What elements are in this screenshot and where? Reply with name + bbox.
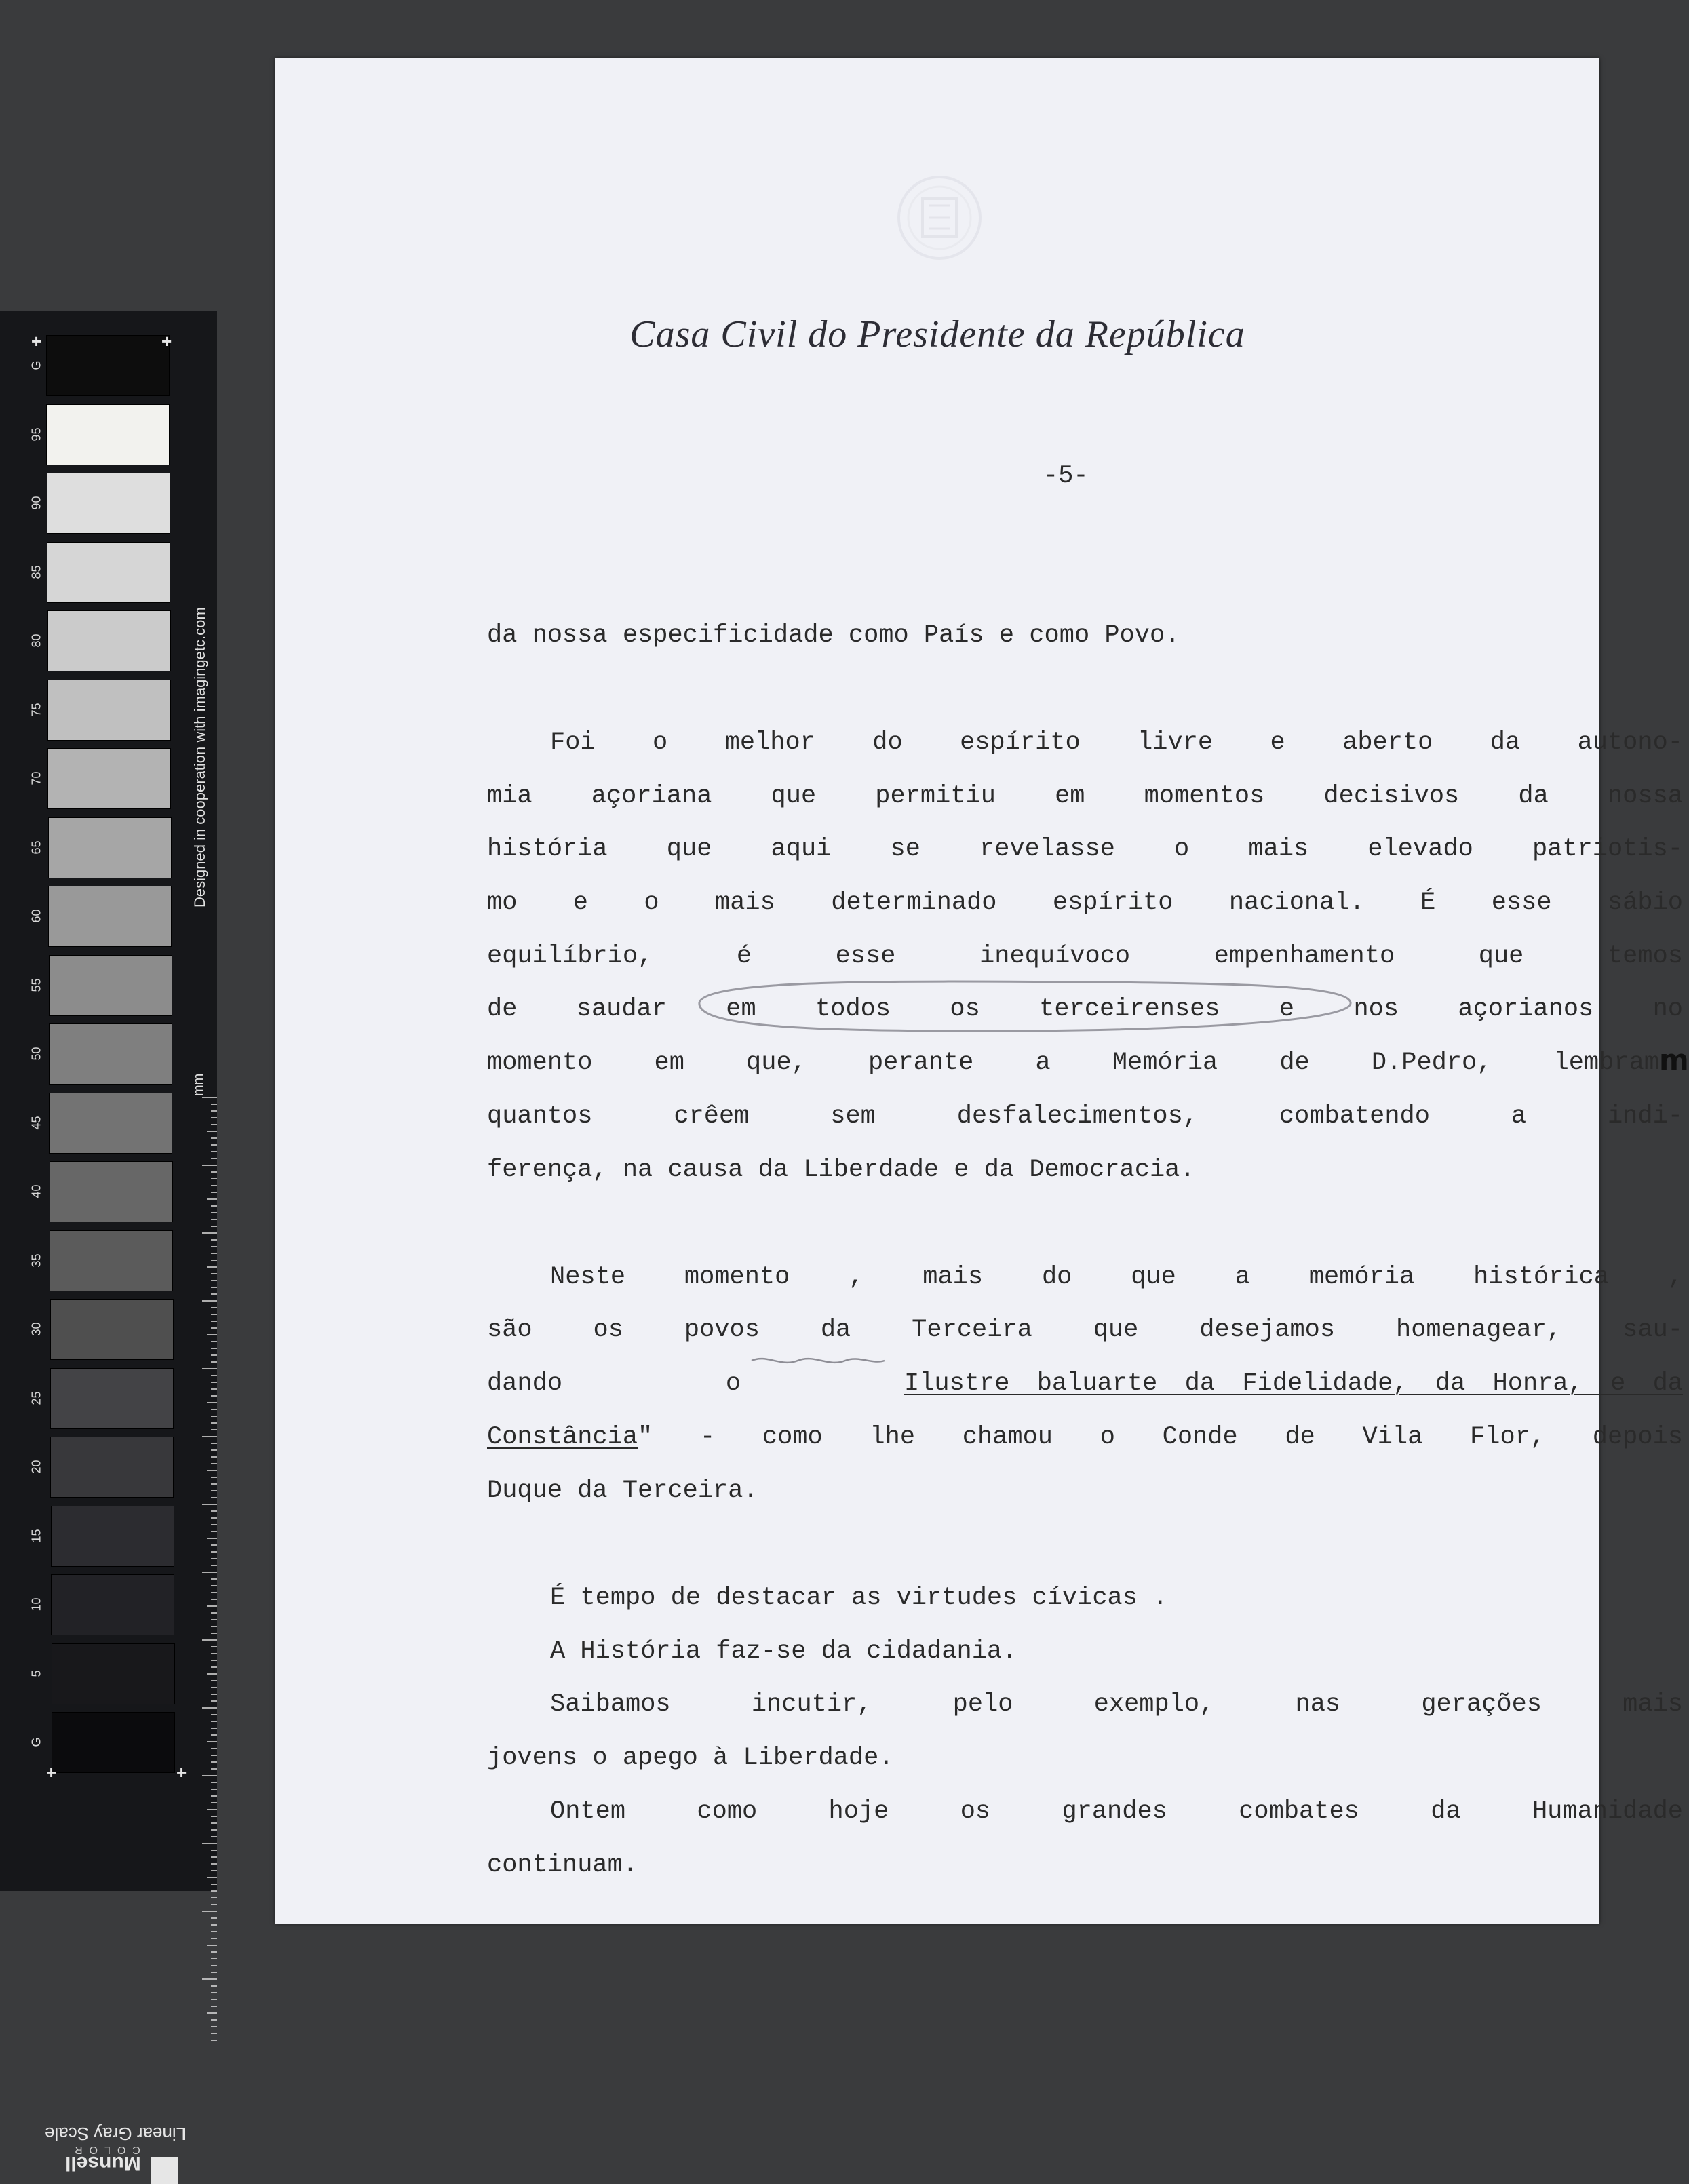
gray-swatch [48,817,172,878]
scale-label: 60 [29,909,43,923]
scale-label: 10 [29,1597,43,1612]
plus-mark: + [161,331,172,351]
scale-label: 65 [29,840,43,855]
handwritten-mark: m [1659,1043,1689,1076]
gray-swatch [48,886,172,947]
body-line: momento em que, perante a Memória de D.Pedro, lembram [487,1049,1659,1077]
body-line: Duque da Terceira. [487,1477,758,1505]
underlined-phrase: Constância [487,1423,638,1451]
gray-swatch [50,1230,173,1291]
scale-label: 75 [29,702,43,717]
body-text: dando [487,1369,563,1398]
body-line: Foi o melhor do espírito livre e aberto da autono- [550,728,1683,757]
munsell-logo-icon [151,2157,178,2184]
body-line: É tempo de destacar as virtudes cívicas . [550,1584,1168,1612]
body-line: Ontem como hoje os grandes combates da Humanidade [550,1797,1683,1826]
scale-label: 70 [29,771,43,785]
scale-label: 90 [29,496,43,510]
card-brand-sub: COLOR [68,2144,140,2156]
body-line: continuam. [487,1851,638,1879]
plus-mark: + [176,1762,187,1782]
gray-swatch [47,680,171,741]
gray-swatch [49,1093,172,1154]
body-line: mo e o mais determinado espírito nacional. É esse sábio [487,889,1683,917]
gray-swatch [46,335,170,396]
body-line: Neste momento , mais do que a memória histórica , [550,1263,1683,1291]
body-line-composite [487,1367,1683,1401]
body-text: o [725,1369,741,1398]
embossed-seal-icon [889,163,990,272]
scale-label: 80 [29,633,43,648]
body-line-composite [487,1420,1683,1454]
plus-mark: + [46,1762,57,1782]
scale-label: 95 [29,427,43,442]
scale-label: 45 [29,1115,43,1130]
scale-label: 35 [29,1253,43,1268]
body-line: jovens o apego à Liberdade. [487,1744,894,1772]
body-line: quantos crêem sem desfalecimentos, combatendo a indi- [487,1102,1683,1131]
body-line: história que aqui se revelasse o mais elevado patriotis- [487,835,1683,863]
gray-swatch [46,404,170,465]
body-line: equilíbrio, é esse inequívoco empenhamento que temos [487,942,1683,971]
gray-swatch [50,1437,174,1498]
gray-swatch [50,1368,174,1429]
scale-label: 30 [29,1322,43,1336]
document-page [275,58,1689,1924]
scale-label: G [29,360,43,370]
gray-swatch [47,610,171,671]
body-line: são os povos da Terceira que desejamos homenagear, sau- [487,1316,1683,1344]
card-credit: Designed in cooperation with imagingetc.com [191,607,208,908]
letterhead: Casa Civil do Presidente da República [629,313,1245,355]
gray-swatch [47,748,171,809]
gray-swatch [49,1023,172,1085]
card-scale-name: Linear Gray Scale [45,2124,187,2144]
scale-label: 55 [29,977,43,992]
body-line: ferença, na causa da Liberdade e da Democracia. [487,1156,1195,1184]
body-line: mia açoriana que permitiu em momentos decisivos da nossa [487,782,1683,811]
gray-scale-card [0,311,217,2175]
scale-label: 20 [29,1460,43,1474]
scale-label: 85 [29,564,43,579]
underlined-phrase: Ilustre baluarte da Fidelidade, da Honra, e da [904,1369,1683,1398]
gray-swatch [49,955,172,1016]
gray-swatch [51,1574,174,1635]
body-text: " - como lhe chamou o Conde de Vila Flor, depois [638,1423,1683,1451]
gray-swatch [47,473,170,534]
scale-label: 40 [29,1184,43,1198]
scale-label: 25 [29,1390,43,1405]
body-line: da nossa especificidade como País e como Povo. [487,621,1180,650]
body-line: Saibamos incutir, pelo exemplo, nas gerações mais [550,1690,1683,1719]
mm-ruler [197,1097,217,2047]
page-number: -5- [1043,462,1089,490]
scale-label: G [29,1737,43,1747]
scale-label: 50 [29,1047,43,1061]
plus-mark: + [31,331,42,351]
body-line: de saudar em todos os terceirenses e nos açorianos no [487,995,1683,1023]
gray-swatch [52,1643,175,1704]
scale-label: 15 [29,1528,43,1543]
card-unit: mm [191,1073,206,1096]
gray-swatch [47,542,170,603]
gray-swatch [50,1161,173,1222]
gray-swatch [51,1506,174,1567]
body-line: A História faz-se da cidadania. [550,1637,1017,1666]
scale-label: 5 [29,1670,43,1677]
card-brand: Munsell [65,2152,141,2175]
gray-swatch [50,1299,174,1360]
gray-swatch [52,1712,175,1773]
